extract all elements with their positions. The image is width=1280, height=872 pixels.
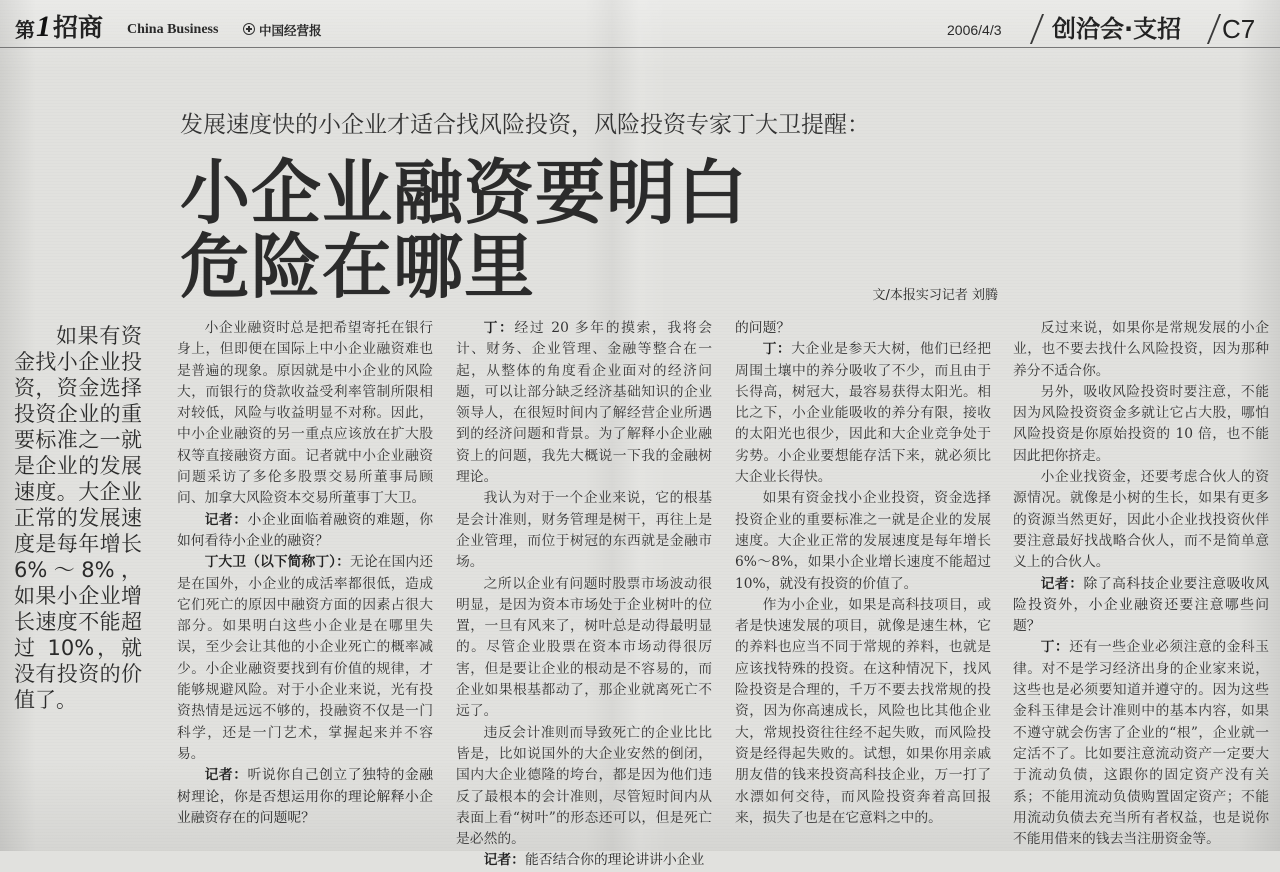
body-paragraph: 作为小企业，如果是高科技项目，或者是快速发展的项目，就像是速生林，它的养料也应当不同于常规的养料，也就是应该找特殊的投资。在这种情况下，找风险投资是合理的，千万不要去找常规的投资，因为你高速成长，风险也比其他企业大，常规投资往往经不起失败，而风险投资是经得起失败的。试想，如果你用亲戚朋友借的钱来投资高科技企业，万一打了水漂如何交待，而风险投资奔着高回报来，损失了也是在它意料之中的。	[735, 596, 991, 826]
paragraph-text: 小企业面临着融资的难题，你如何看待小企业的融资？	[177, 511, 433, 549]
paragraph-text: 大企业是参天大树，他们已经把周围土壤中的养分吸收了不少，而且由于长得高，树冠大，最容易获得太阳光。相比之下，小企业能吸收的养分有限，接收的太阳光也很少，因此和大企业竞争处于劣势。小企业要想能存活下来，就必须比大企业长得快。	[735, 341, 992, 486]
paper-name-english: China Business	[127, 22, 219, 37]
headline-line-1: 小企业融资要明白	[180, 152, 748, 234]
body-paragraph: 违反会计准则而导致死亡的企业比比皆是，比如说国外的大企业安然的倒闭，国内大企业德隆的垮台，都是因为他们违反了最根本的会计准则，尽管短时间内从表面上看“树叶”的形态还可以，但是死亡是必然的。	[456, 724, 712, 848]
column-title: 创洽会·支招	[1052, 15, 1182, 43]
interview-question	[177, 765, 433, 829]
body-paragraph: 之所以企业有问题时股票市场波动很明显，是因为资本市场处于企业树叶的位置，一旦有风来了，树叶总是动得最明显的。尽管企业股票在资本市场动得很厉害，但是要让企业的根动是不容易的，而企业如果根基都动了，那企业就离死亡不远了。	[456, 575, 712, 720]
body-paragraph: 小企业找资金，还要考虑合伙人的资源情况。就像是小树的生长，如果有更多的资源当然更好，因此小企业找投资伙伴要注意最好找战略合伙人，而不是简单意义上的合伙人。	[1013, 469, 1269, 571]
pull-quote: 如果有资金找小企业投资，资金选择投资企业的重要标准之一就是企业的发展速度。大企业正常的发展速度是每年增长 6%～8%，如果小企业增长速度不能超过 10%，就没有投资的价值了。	[14, 324, 142, 712]
interview-question	[456, 850, 712, 871]
interview-answer	[177, 552, 433, 765]
interview-question	[177, 510, 433, 553]
separator-slash	[1030, 14, 1044, 44]
speaker-label: 丁：	[762, 341, 792, 358]
text-column-3	[735, 318, 991, 851]
speaker-label: 丁大卫（以下简称丁）：	[204, 554, 350, 571]
section-prefix: 第	[15, 18, 35, 42]
interview-answer	[1013, 637, 1269, 850]
article-headline	[180, 152, 748, 308]
section-number: 1	[36, 10, 51, 43]
newspaper-logo-icon	[243, 23, 255, 35]
body-paragraph: 反过来说，如果你是常规发展的小企业，也不要去找什么风险投资，因为那种养分不适合你。	[1013, 320, 1269, 379]
paragraph-text: 能否结合你的理论讲讲小企业	[524, 852, 705, 869]
text-column-1	[177, 318, 433, 851]
byline: 文/本报实习记者 刘腾	[872, 288, 998, 303]
body-paragraph: 另外，吸收风险投资时要注意，不能因为风险投资资金多就让它占大股，哪怕风险投资是你原始投资的 10 倍，也不能因此把你挤走。	[1013, 383, 1269, 464]
speaker-label: 记者：	[204, 767, 248, 784]
paragraph-text: 听说你自己创立了独特的金融树理论，你是否想运用你的理论解释小企业融资存在的问题呢？	[177, 767, 433, 826]
masthead-rule	[0, 47, 1280, 48]
interview-answer	[456, 318, 712, 488]
body-paragraph: 我认为对于一个企业来说，它的根基是会计准则，财务管理是树干，再往上是企业管理，而位于树冠的东西就是金融市场。	[456, 490, 712, 571]
speaker-label: 丁：	[483, 320, 515, 336]
speaker-label: 记者：	[483, 852, 525, 869]
page-number: C7	[1222, 14, 1256, 44]
body-paragraph: 如果有资金找小企业投资，资金选择投资企业的重要标准之一就是企业的发展速度。大企业正常的发展速度是每年增长 6%～8%，如果小企业增长速度不能超过 10%，就没有投资的价值了。	[735, 490, 991, 592]
paragraph-text: 经过 20 多年的摸索，我将会计、财务、企业管理、金融等整合在一起，从整体的角度看企业面对的经济问题，可以让部分缺乏经济基础知识的企业领导人，在很短时间内了解经营企业所遇到的经济问题和背景。为了解释小企业融资上的问题，我先大概说一下我的金融树理论。	[456, 320, 713, 486]
speaker-label: 记者：	[204, 511, 248, 528]
text-column-2	[456, 318, 713, 869]
separator-slash	[1207, 14, 1221, 44]
interview-answer	[735, 339, 991, 488]
paragraph-text: 无论在国内还是在国外，小企业的成活率都很低，造成它们死亡的原因中融资方面的因素占很大部分。如果明白这些小企业是在哪里失误，至少会让其他的小企业死亡的概率减少。小企业融资要找到有价值的规律，才能够规避风险。对于小企业来说，光有投资热情是远远不够的，投融资不仅是一门科学，还是一门艺术，掌握起来并不容易。	[177, 554, 433, 762]
interview-question	[1013, 574, 1269, 638]
continued-question-text: 的问题？	[735, 320, 791, 336]
section-label	[15, 10, 104, 43]
article-kicker: 发展速度快的小企业才适合找风险投资，风险投资专家丁大卫提醒：	[180, 112, 870, 138]
text-column-4	[1013, 318, 1269, 851]
headline-line-2: 危险在哪里	[180, 226, 535, 308]
paragraph-text: 还有一些企业必须注意的金科玉律。对不是学习经济出身的企业家来说，这些也是必须要知道并遵守的。因为这些金科玉律是会计准则中的基本内容，如果不遵守就会伤害了企业的“根”，企业就一定活不了。比如要注意流动资产一定要大于流动负债，这跟你的固定资产没有关系；不能用流动负债购置固定资产；不能用流动负债去充当所有者权益，也是说你不能用借来的钱去当注册资金等。	[1013, 639, 1270, 848]
issue-date: 2006/4/3	[947, 22, 1002, 38]
speaker-label: 丁：	[1040, 639, 1070, 656]
speaker-label: 记者：	[1040, 575, 1084, 592]
lead-paragraph: 小企业融资时总是把希望寄托在银行身上，但即便在国际上中小企业融资难也是普遍的现象。原因就是中小企业的风险大，而银行的贷款收益受利率管制所限相对较低，风险与收益明显不对称。因此，中小企业融资的另一重点应该放在扩大股权等直接融资方面。记者就中小企业融资问题采访了多伦多股票交易所董事局顾问、加拿大风险资本交易所董事丁大卫。	[177, 320, 433, 507]
paragraph-text: 除了高科技企业要注意吸收风险投资外，小企业融资还要注意哪些问题？	[1013, 575, 1269, 635]
section-name: 招商	[53, 13, 104, 42]
paper-name-chinese: 中国经营报	[259, 23, 322, 38]
